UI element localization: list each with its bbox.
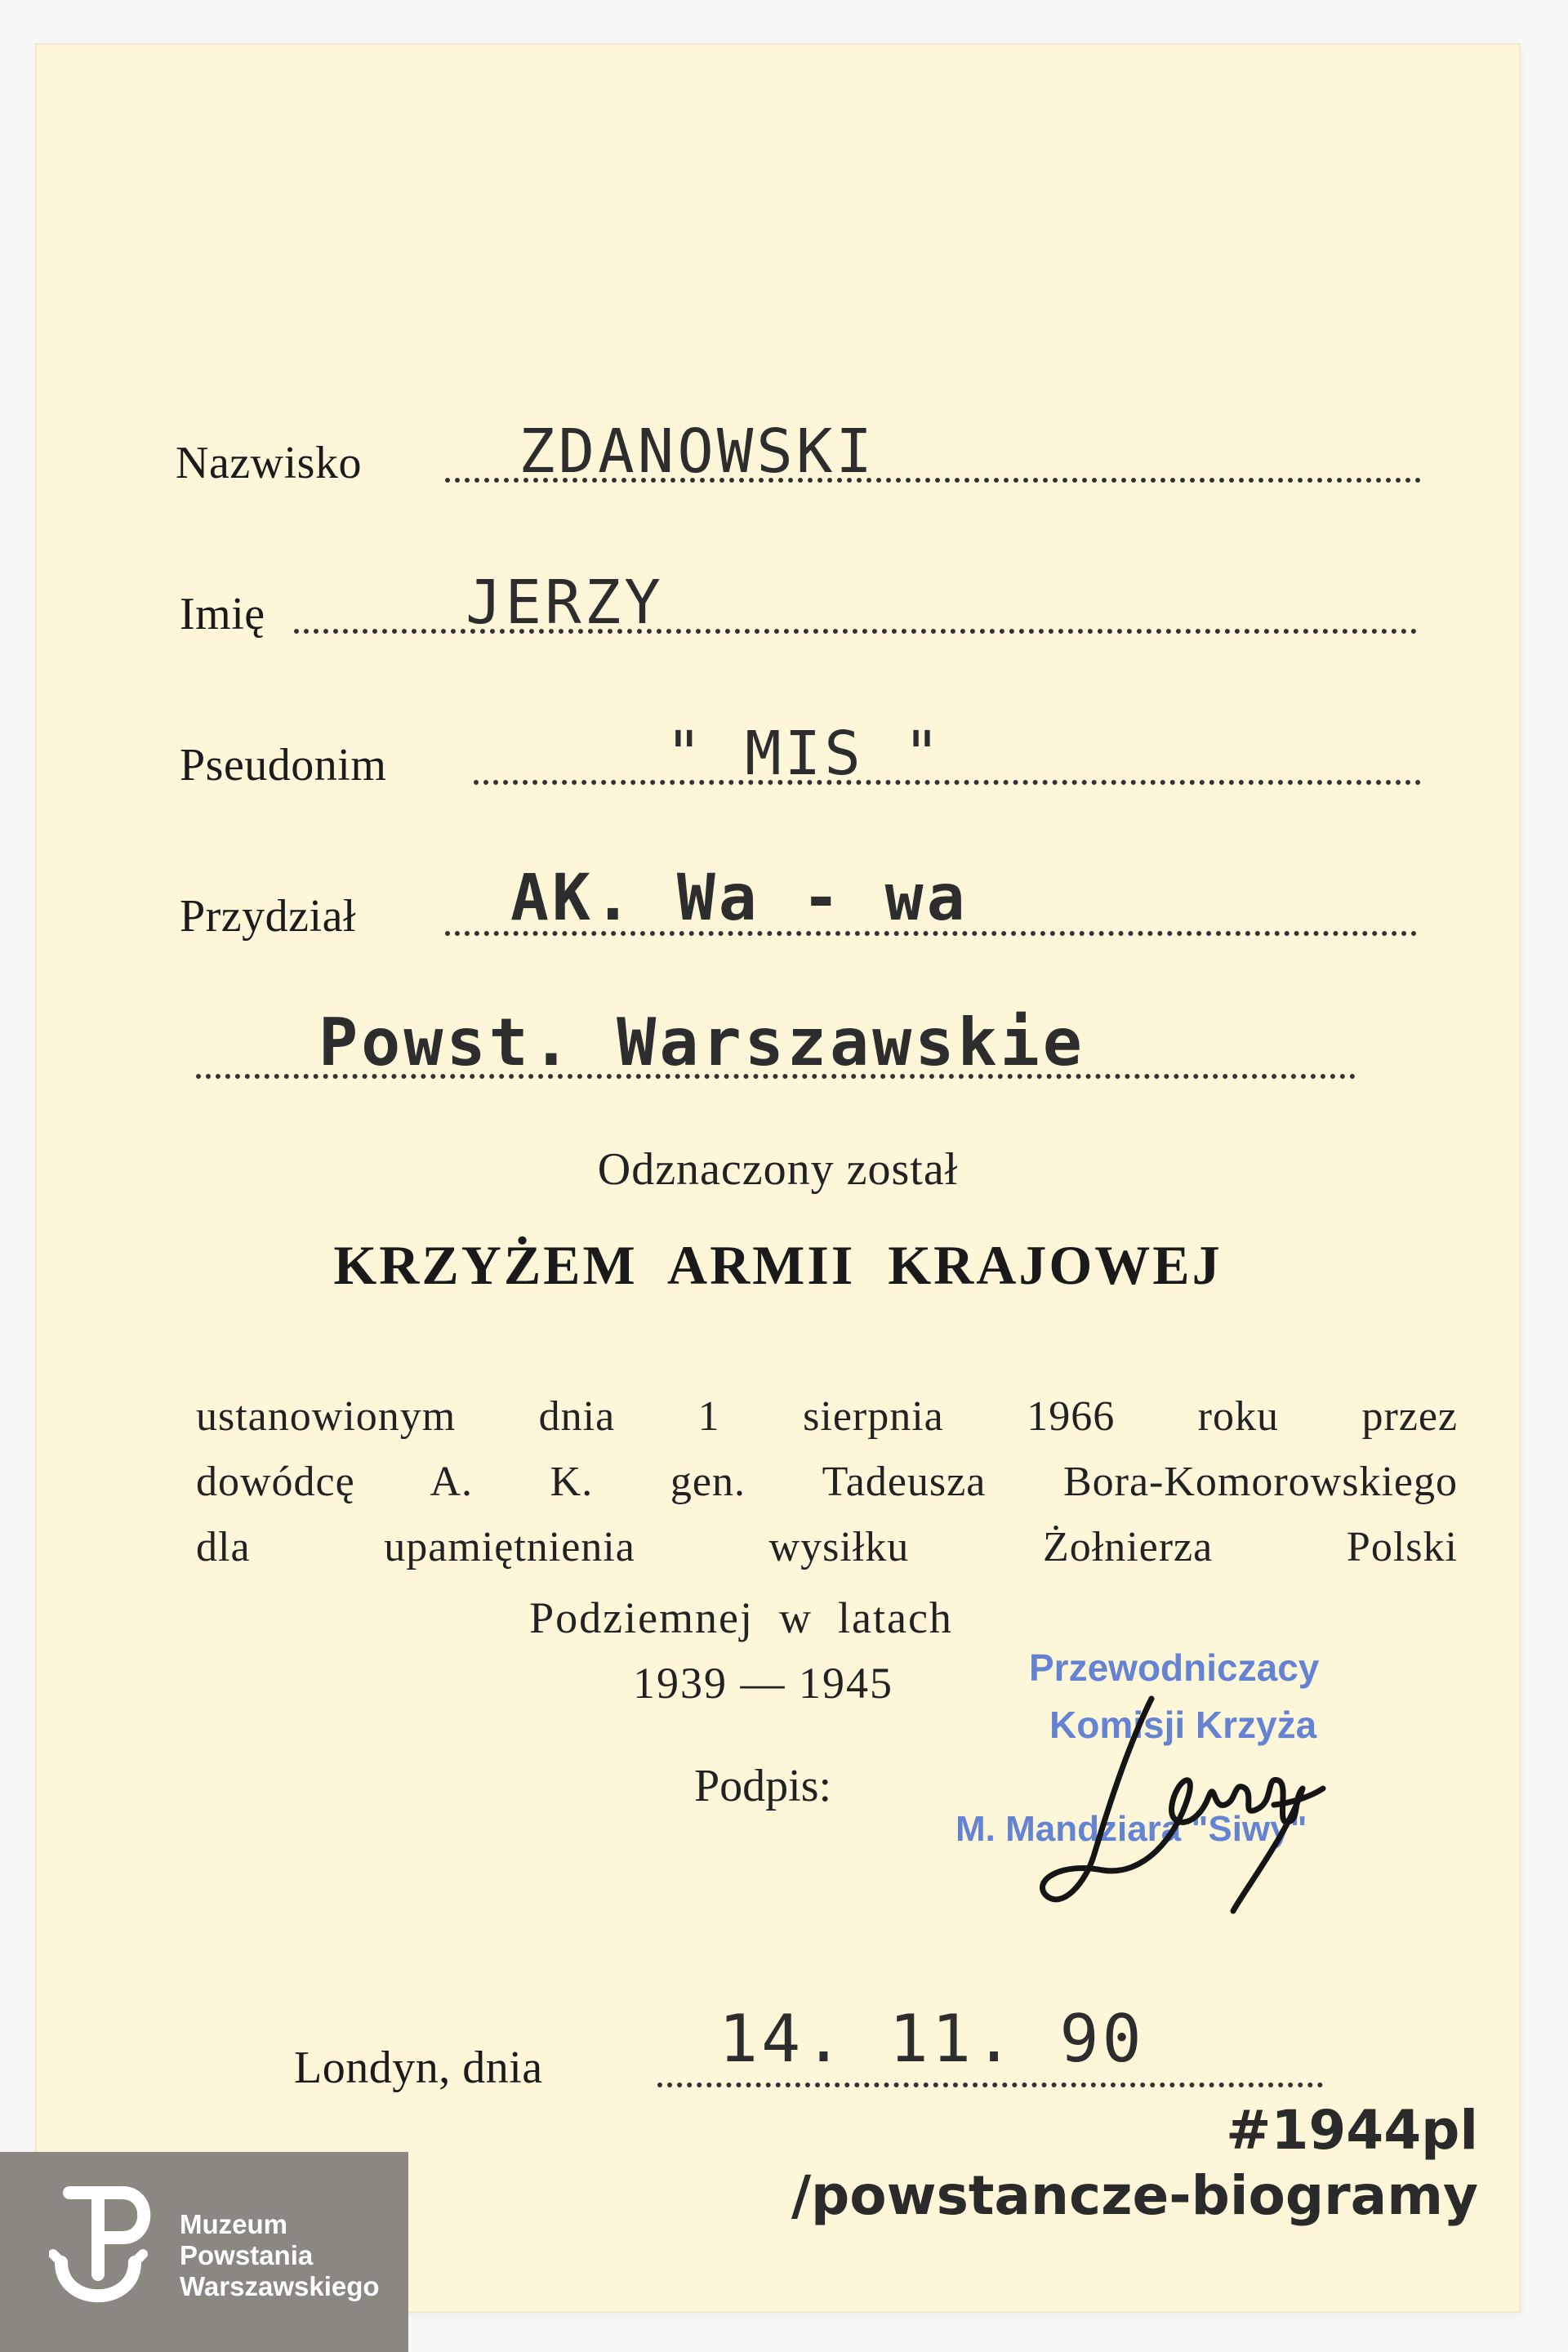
museum-name-line-3: Warszawskiego	[180, 2271, 380, 2301]
award-certificate	[37, 45, 1519, 2311]
stamp-line-3: M. Mandziara "Siwy"	[956, 1809, 1307, 1849]
date-dotted-line	[657, 2082, 1323, 2087]
award-desc-line-1: ustanowionym dnia 1 sierpnia 1966 roku przez	[196, 1393, 1458, 1440]
award-desc-line-3: dla upamiętnienia wysiłku Żołnierza Polski	[196, 1524, 1458, 1570]
handwritten-signature	[1029, 1666, 1380, 1936]
first-name-value: JERZY	[466, 568, 664, 638]
surname-label: Nazwisko	[176, 438, 362, 488]
stamp-line-1: Przewodniczacy	[1029, 1646, 1320, 1689]
award-intro: Odznaczony został	[597, 1144, 959, 1195]
pseudonym-label: Pseudonim	[180, 740, 387, 791]
award-title: KRZYŻEM ARMII KRAJOWEJ	[333, 1234, 1223, 1296]
hashtag-label: #1944pl	[1226, 2099, 1478, 2162]
pseudonym-value: " MIS "	[666, 719, 943, 789]
museum-logo-box	[0, 2152, 408, 2352]
surname-value: ZDANOWSKI	[519, 416, 875, 487]
assignment-value-2: Powst. Warszawskie	[318, 1004, 1085, 1080]
date-value: 14. 11. 90	[719, 2001, 1145, 2077]
museum-name-line-2: Powstania	[180, 2240, 314, 2270]
anchor-logo-icon	[49, 2185, 163, 2315]
date-label: Londyn, dnia	[294, 2042, 543, 2093]
pseudonym-dotted-line	[474, 780, 1421, 785]
biograms-path-label: /powstancze-biogramy	[791, 2164, 1478, 2227]
assignment-value-1: AK. Wa - wa	[510, 862, 969, 935]
museum-name	[180, 2209, 380, 2302]
award-years: 1939 — 1945	[633, 1659, 893, 1708]
assignment-label: Przydział	[180, 891, 356, 942]
stamp-line-2: Komisji Krzyża	[1049, 1704, 1317, 1746]
award-desc-line-4: Podziemnej w latach	[529, 1593, 953, 1642]
award-desc-line-2: dowódcę A. K. gen. Tadeusza Bora-Komorowskiego	[196, 1459, 1458, 1505]
museum-name-line-1: Muzeum	[180, 2209, 287, 2239]
first-name-dotted-line	[294, 629, 1417, 634]
signature-label: Podpis:	[694, 1761, 832, 1811]
first-name-label: Imię	[180, 589, 265, 639]
